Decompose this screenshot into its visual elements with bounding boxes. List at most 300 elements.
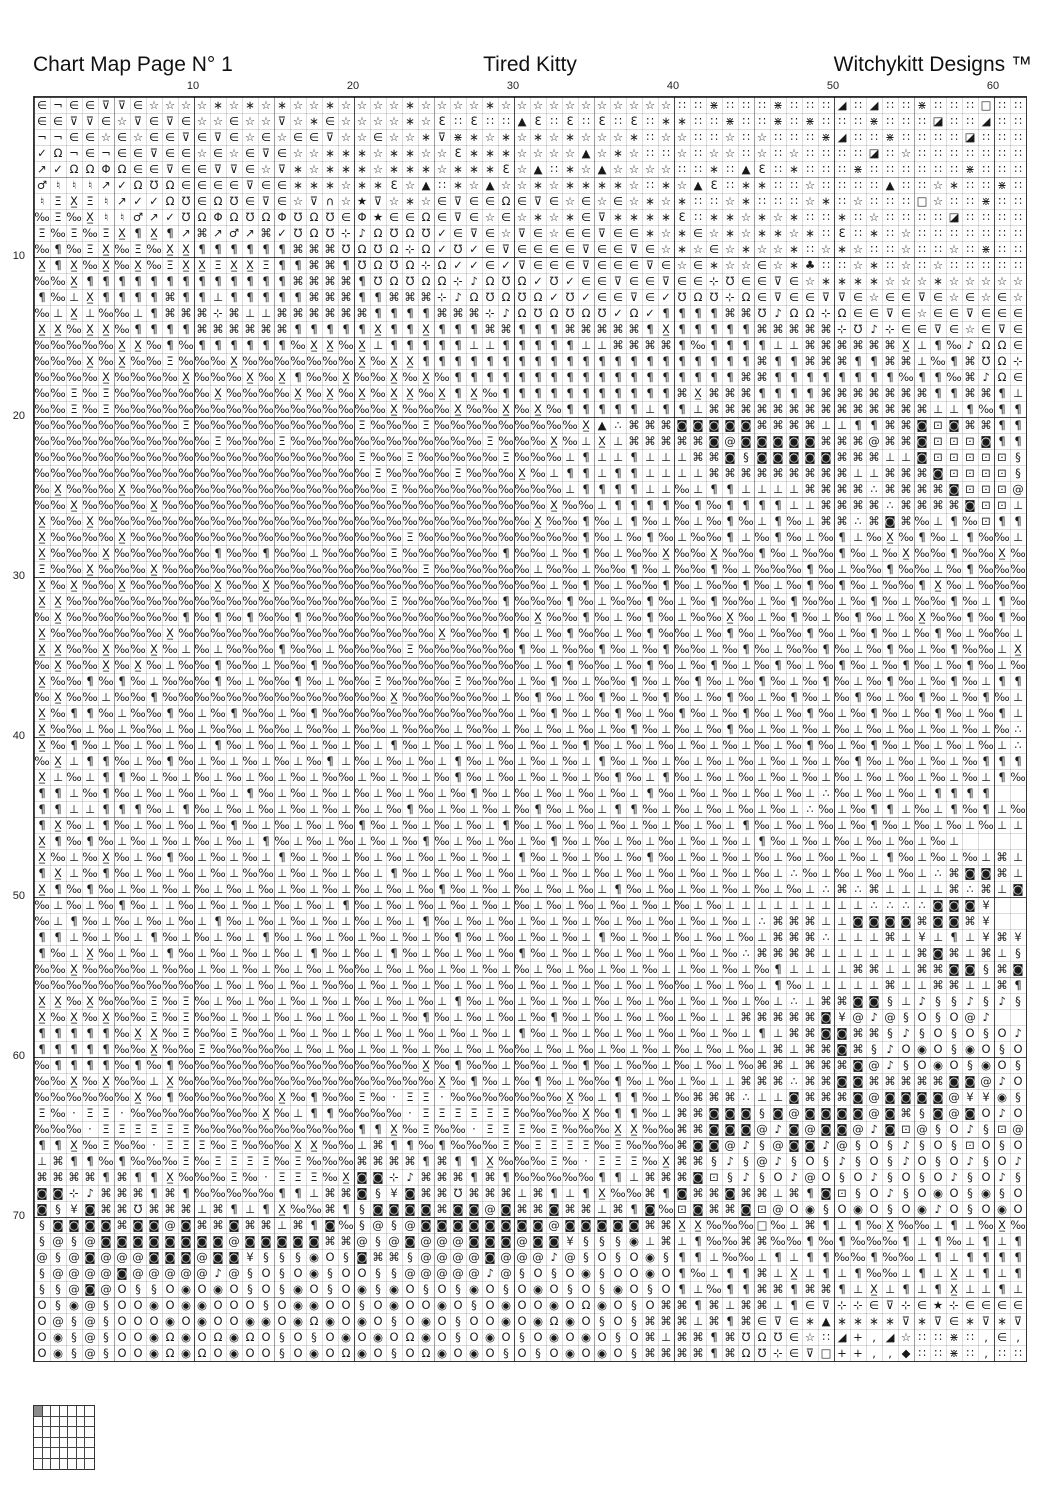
chart-cell: ¶ bbox=[630, 466, 638, 480]
chart-cell: ‰ bbox=[418, 690, 434, 704]
chart-cell: X̲ bbox=[550, 434, 558, 448]
chart-cell: ‰ bbox=[706, 610, 722, 624]
chart-cell: ☆ bbox=[596, 98, 608, 112]
chart-cell: ¶ bbox=[710, 338, 718, 352]
chart-cell: X̲ bbox=[102, 258, 110, 272]
chart-cell: ¶ bbox=[758, 386, 766, 400]
chart-cell: ‰ bbox=[658, 594, 674, 608]
chart-cell: ◙ bbox=[452, 1218, 464, 1232]
chart-cell: ⊥ bbox=[244, 914, 256, 928]
chart-cell: ‰ bbox=[498, 514, 514, 528]
chart-cell: ‰ bbox=[130, 514, 146, 528]
chart-cell: ‰ bbox=[274, 690, 290, 704]
chart-cell: Ξ bbox=[182, 1138, 190, 1152]
chart-cell: @ bbox=[356, 1234, 368, 1248]
chart-cell: ‰ bbox=[706, 802, 722, 816]
chart-cell: ¶ bbox=[1014, 754, 1022, 768]
chart-cell: ✓ bbox=[277, 226, 287, 240]
chart-cell: ‰ bbox=[386, 962, 402, 976]
chart-cell: ‰ bbox=[290, 786, 306, 800]
chart-cell: ‰ bbox=[930, 610, 946, 624]
chart-cell: ‰ bbox=[626, 546, 642, 560]
chart-cell: ∷ bbox=[806, 162, 814, 176]
chart-cell: O bbox=[613, 1314, 623, 1328]
chart-cell: ∷ bbox=[758, 114, 766, 128]
chart-cell: ¶ bbox=[54, 1026, 62, 1040]
chart-cell: ⊥ bbox=[564, 1186, 576, 1200]
chart-cell: ⊥ bbox=[564, 802, 576, 816]
chart-cell: O bbox=[981, 1138, 991, 1152]
chart-cell: ⊥ bbox=[516, 754, 528, 768]
chart-cell: ∷ bbox=[998, 258, 1006, 272]
chart-cell: O bbox=[245, 1298, 255, 1312]
chart-cell: ⊥ bbox=[660, 1106, 672, 1120]
chart-cell: @ bbox=[1012, 482, 1024, 496]
chart-cell: Ɛ bbox=[502, 162, 510, 176]
chart-cell: ⊹ bbox=[885, 322, 895, 336]
chart-cell: Ξ bbox=[390, 546, 398, 560]
chart-cell: ◉ bbox=[980, 1186, 992, 1200]
chart-cell: ⊥ bbox=[388, 930, 400, 944]
chart-cell: ⌘ bbox=[84, 1170, 96, 1184]
chart-cell: ⊥ bbox=[356, 1042, 368, 1056]
chart-cell: Ξ bbox=[86, 194, 94, 208]
chart-cell: ¶ bbox=[966, 530, 974, 544]
chart-cell: ◙ bbox=[628, 1218, 640, 1232]
chart-cell: ⊥ bbox=[548, 850, 560, 864]
chart-cell: Ω bbox=[405, 258, 415, 272]
chart-cell: ⊥ bbox=[884, 450, 896, 464]
chart-cell: ¶ bbox=[646, 786, 654, 800]
chart-cell: ‰ bbox=[34, 658, 50, 672]
chart-cell: ⊡ bbox=[981, 482, 991, 496]
chart-cell: ⌘ bbox=[676, 1170, 688, 1184]
chart-cell: § bbox=[615, 1330, 621, 1344]
chart-cell: Ξ bbox=[454, 674, 462, 688]
chart-cell: X̲ bbox=[422, 322, 430, 336]
chart-cell: X̲ bbox=[694, 386, 702, 400]
chart-cell: ⊥ bbox=[340, 802, 352, 816]
chart-cell: ◙ bbox=[964, 1106, 976, 1120]
chart-cell: ℧ bbox=[709, 290, 719, 304]
chart-cell: § bbox=[263, 1298, 269, 1312]
chart-cell: ‰ bbox=[930, 850, 946, 864]
chart-cell: ⊥ bbox=[644, 994, 656, 1008]
chart-cell: ¶ bbox=[646, 594, 654, 608]
chart-cell: ‰ bbox=[258, 786, 274, 800]
chart-cell: ‰ bbox=[306, 354, 322, 368]
chart-cell: ‰ bbox=[514, 882, 530, 896]
chart-cell: ⊥ bbox=[596, 1090, 608, 1104]
chart-cell: ‰ bbox=[386, 642, 402, 656]
chart-cell: ⊥ bbox=[852, 946, 864, 960]
chart-cell: ⌘ bbox=[836, 498, 848, 512]
chart-cell: ‰ bbox=[50, 290, 66, 304]
chart-cell: ‰ bbox=[930, 354, 946, 368]
chart-cell: ‰ bbox=[274, 1138, 290, 1152]
chart-cell: ¶ bbox=[854, 354, 862, 368]
chart-cell: ‰ bbox=[322, 1122, 338, 1136]
chart-cell: ∷ bbox=[950, 146, 958, 160]
chart-cell: ‰ bbox=[818, 562, 834, 576]
chart-cell: ‰ bbox=[562, 1154, 578, 1168]
chart-cell: § bbox=[375, 1186, 381, 1200]
chart-cell: ‰ bbox=[466, 498, 482, 512]
chart-cell: ‰ bbox=[546, 1106, 562, 1120]
chart-cell: ∷ bbox=[774, 178, 782, 192]
chart-cell: ⌘ bbox=[388, 290, 400, 304]
chart-cell: ¶ bbox=[38, 930, 46, 944]
chart-cell: X̲ bbox=[118, 482, 126, 496]
chart-cell: ⊥ bbox=[708, 642, 720, 656]
chart-row bbox=[34, 1089, 1026, 1105]
chart-cell: ‰ bbox=[466, 834, 482, 848]
chart-cell: ¶ bbox=[118, 898, 126, 912]
chart-cell: ⌘ bbox=[804, 946, 816, 960]
chart-cell: ‰ bbox=[530, 1010, 546, 1024]
chart-cell: ⌘ bbox=[900, 402, 912, 416]
chart-cell: ‰ bbox=[146, 434, 162, 448]
chart-cell: ⊥ bbox=[212, 642, 224, 656]
chart-cell: ‰ bbox=[658, 850, 674, 864]
chart-cell: ¶ bbox=[614, 802, 622, 816]
chart-cell: ◙ bbox=[372, 1202, 384, 1216]
pattern-title: Tired Kitty bbox=[483, 53, 577, 76]
chart-cell: ⌘ bbox=[836, 434, 848, 448]
chart-cell: ‰ bbox=[34, 338, 50, 352]
chart-cell: ∈ bbox=[996, 306, 1008, 320]
chart-cell: ‰ bbox=[290, 658, 306, 672]
chart-cell: ∷ bbox=[982, 258, 990, 272]
chart-cell: ¶ bbox=[774, 962, 782, 976]
chart-cell: ‰ bbox=[290, 514, 306, 528]
chart-cell: X̲ bbox=[38, 882, 46, 896]
chart-cell: ⊥ bbox=[532, 1042, 544, 1056]
chart-cell: X̲ bbox=[38, 594, 46, 608]
chart-cell: ‰ bbox=[578, 1122, 594, 1136]
chart-cell: ⊥ bbox=[84, 818, 96, 832]
chart-cell: § bbox=[919, 1106, 925, 1120]
chart-cell: @ bbox=[500, 1250, 512, 1264]
chart-cell: ‰ bbox=[802, 546, 818, 560]
chart-cell: O bbox=[485, 1282, 495, 1296]
chart-cell: ⌘ bbox=[468, 306, 480, 320]
chart-cell: @ bbox=[84, 1346, 96, 1360]
chart-cell: Ω bbox=[517, 306, 527, 320]
chart-cell: ☆ bbox=[116, 114, 128, 128]
chart-cell: ‰ bbox=[498, 466, 514, 480]
chart-cell: ‰ bbox=[114, 242, 130, 256]
chart-cell: ∗ bbox=[709, 210, 719, 224]
chart-cell: Ξ bbox=[166, 354, 174, 368]
chart-cell: ‰ bbox=[530, 994, 546, 1008]
chart-cell: ¶ bbox=[310, 1218, 318, 1232]
chart-cell: Ξ bbox=[438, 1106, 446, 1120]
chart-cell: ¶ bbox=[662, 770, 670, 784]
chart-cell: ¶ bbox=[358, 1122, 366, 1136]
chart-cell: ‰ bbox=[114, 978, 130, 992]
chart-cell: ⌘ bbox=[724, 466, 736, 480]
chart-cell: ‰ bbox=[194, 434, 210, 448]
chart-cell: ◙ bbox=[884, 914, 896, 928]
chart-cell: ‰ bbox=[370, 818, 386, 832]
chart-cell: ◙ bbox=[404, 1186, 416, 1200]
chart-cell: ‰ bbox=[594, 1122, 610, 1136]
chart-cell: ⌘ bbox=[676, 1298, 688, 1312]
chart-cell: ‰ bbox=[450, 498, 466, 512]
chart-cell: ⊥ bbox=[740, 994, 752, 1008]
chart-cell: X̲ bbox=[390, 690, 398, 704]
chart-cell: ‰ bbox=[130, 834, 146, 848]
chart-cell: ‰ bbox=[258, 610, 274, 624]
chart-cell: @ bbox=[436, 1250, 448, 1264]
chart-cell: O bbox=[869, 1154, 879, 1168]
chart-cell: Ξ bbox=[150, 1010, 158, 1024]
chart-cell: ‰ bbox=[146, 802, 162, 816]
chart-cell: ⊥ bbox=[52, 898, 64, 912]
chart-cell: ∈ bbox=[84, 146, 96, 160]
chart-cell: ‰ bbox=[290, 978, 306, 992]
chart-cell: ‰ bbox=[322, 626, 338, 640]
chart-cell: ∴ bbox=[758, 914, 766, 928]
chart-cell: O bbox=[117, 1298, 127, 1312]
chart-cell: ∷ bbox=[870, 194, 878, 208]
chart-cell: ‰ bbox=[562, 930, 578, 944]
chart-cell: ‰ bbox=[338, 1138, 354, 1152]
chart-cell: ‰ bbox=[274, 946, 290, 960]
chart-cell: ⊥ bbox=[612, 738, 624, 752]
chart-cell: ‰ bbox=[354, 610, 370, 624]
chart-cell: ‰ bbox=[530, 642, 546, 656]
chart-cell: ‰ bbox=[370, 546, 386, 560]
chart-cell: ∷ bbox=[1014, 98, 1022, 112]
chart-cell: ∗ bbox=[677, 194, 687, 208]
chart-cell: ⌘ bbox=[708, 402, 720, 416]
chart-cell: § bbox=[599, 1282, 605, 1296]
chart-row bbox=[34, 977, 1026, 993]
chart-cell: ⊥ bbox=[484, 930, 496, 944]
chart-cell: ▲ bbox=[597, 418, 607, 432]
chart-cell: ∷ bbox=[934, 1346, 942, 1360]
chart-cell: ⊥ bbox=[372, 866, 384, 880]
chart-cell: ‰ bbox=[322, 594, 338, 608]
chart-cell: ☆ bbox=[628, 162, 640, 176]
chart-cell: ℧ bbox=[405, 274, 415, 288]
chart-cell: ‚ bbox=[872, 1330, 876, 1344]
chart-cell: ⊥ bbox=[884, 946, 896, 960]
chart-cell: ¶ bbox=[38, 802, 46, 816]
chart-cell: Ω bbox=[165, 178, 175, 192]
chart-cell: ¶ bbox=[822, 1266, 830, 1280]
chart-cell: ◢ bbox=[837, 98, 847, 112]
chart-row bbox=[34, 305, 1026, 321]
chart-cell: ‰ bbox=[594, 674, 610, 688]
chart-cell: X̲ bbox=[86, 354, 94, 368]
chart-cell: ⊥ bbox=[660, 482, 672, 496]
chart-cell: X̲ bbox=[950, 1282, 958, 1296]
chart-cell: ⌘ bbox=[804, 482, 816, 496]
chart-cell: ‰ bbox=[98, 626, 114, 640]
chart-cell: ℧ bbox=[341, 242, 351, 256]
chart-cell: ‰ bbox=[818, 802, 834, 816]
chart-cell: ⊥ bbox=[132, 930, 144, 944]
chart-cell: X̲ bbox=[70, 1138, 78, 1152]
chart-cell: ∗ bbox=[725, 210, 735, 224]
chart-cell: ‰ bbox=[658, 706, 674, 720]
chart-cell: ‰ bbox=[82, 402, 98, 416]
chart-cell: ℧ bbox=[565, 290, 575, 304]
chart-cell: ‰ bbox=[578, 642, 594, 656]
chart-cell: X̲ bbox=[214, 386, 222, 400]
chart-cell: ‰ bbox=[546, 1090, 562, 1104]
chart-cell: ⊥ bbox=[372, 738, 384, 752]
chart-cell: ‰ bbox=[338, 402, 354, 416]
chart-cell: ¶ bbox=[726, 482, 734, 496]
chart-cell: Ξ bbox=[390, 594, 398, 608]
chart-cell: ‰ bbox=[546, 1074, 562, 1088]
chart-cell: ⌘ bbox=[820, 994, 832, 1008]
chart-cell: ☆ bbox=[500, 98, 512, 112]
chart-cell: ‰ bbox=[178, 354, 194, 368]
chart-cell: X̲ bbox=[134, 338, 142, 352]
chart-cell: Ω bbox=[421, 210, 431, 224]
chart-cell: ⊥ bbox=[788, 722, 800, 736]
chart-cell: ◙ bbox=[916, 1090, 928, 1104]
chart-cell: ◙ bbox=[916, 434, 928, 448]
chart-cell: ‰ bbox=[466, 978, 482, 992]
chart-cell: ‰ bbox=[770, 770, 786, 784]
chart-cell: ¶ bbox=[662, 642, 670, 656]
chart-cell: ∈ bbox=[228, 114, 240, 128]
chart-cell: § bbox=[279, 1250, 285, 1264]
chart-cell: ¶ bbox=[342, 1202, 350, 1216]
chart-cell: ‰ bbox=[178, 674, 194, 688]
chart-cell: ¶ bbox=[726, 514, 734, 528]
chart-cell: ‰ bbox=[850, 1234, 866, 1248]
chart-cell: ⊥ bbox=[196, 850, 208, 864]
chart-cell: ‰ bbox=[386, 562, 402, 576]
chart-cell: ⊥ bbox=[804, 850, 816, 864]
chart-cell: ¶ bbox=[774, 658, 782, 672]
chart-cell: ◙ bbox=[212, 1234, 224, 1248]
chart-cell: § bbox=[279, 1330, 285, 1344]
chart-cell: ‰ bbox=[978, 626, 994, 640]
chart-cell: ¶ bbox=[294, 290, 302, 304]
chart-cell: ‰ bbox=[34, 370, 50, 384]
chart-cell: ☆ bbox=[596, 130, 608, 144]
chart-cell: ¶ bbox=[614, 498, 622, 512]
chart-cell: ‰ bbox=[226, 1042, 242, 1056]
chart-cell: ∈ bbox=[788, 274, 800, 288]
chart-cell: ⌘ bbox=[932, 498, 944, 512]
chart-cell: ‰ bbox=[178, 482, 194, 496]
chart-cell: ⌘ bbox=[884, 402, 896, 416]
chart-cell: ⊥ bbox=[340, 754, 352, 768]
chart-cell: ⊥ bbox=[612, 866, 624, 880]
chart-cell: ‰ bbox=[210, 402, 226, 416]
chart-cell: ∈ bbox=[612, 290, 624, 304]
chart-cell: ‰ bbox=[226, 386, 242, 400]
chart-cell: ¶ bbox=[662, 370, 670, 384]
chart-cell: ∗ bbox=[309, 114, 319, 128]
chart-cell: ‰ bbox=[930, 674, 946, 688]
chart-row bbox=[34, 289, 1026, 305]
chart-cell: ⌘ bbox=[292, 1218, 304, 1232]
chart-cell: ‰ bbox=[290, 882, 306, 896]
chart-cell: ‰ bbox=[738, 978, 754, 992]
chart-row bbox=[34, 1057, 1026, 1073]
chart-cell: ‰ bbox=[962, 642, 978, 656]
chart-cell: § bbox=[599, 1314, 605, 1328]
chart-cell: ⊥ bbox=[132, 738, 144, 752]
chart-cell: ‰ bbox=[562, 562, 578, 576]
chart-cell: ⌘ bbox=[868, 338, 880, 352]
chart-cell: ‰ bbox=[98, 978, 114, 992]
chart-cell: ¶ bbox=[438, 354, 446, 368]
chart-cell: X̲ bbox=[998, 1218, 1006, 1232]
chart-cell: ‰ bbox=[274, 594, 290, 608]
chart-cell: ⊥ bbox=[372, 786, 384, 800]
chart-cell: ⊥ bbox=[964, 578, 976, 592]
chart-cell: ‰ bbox=[418, 578, 434, 592]
chart-cell: ¶ bbox=[566, 338, 574, 352]
chart-cell: ⊥ bbox=[516, 930, 528, 944]
chart-cell: ‰ bbox=[434, 690, 450, 704]
chart-cell: ⊥ bbox=[900, 594, 912, 608]
chart-cell: ‰ bbox=[370, 1090, 386, 1104]
chart-cell: ‰ bbox=[162, 1010, 178, 1024]
row-label: 60 bbox=[12, 1050, 25, 1062]
chart-cell: X̲ bbox=[38, 530, 46, 544]
chart-cell: ⊥ bbox=[340, 914, 352, 928]
chart-cell: ‰ bbox=[770, 802, 786, 816]
chart-cell: ⊥ bbox=[612, 834, 624, 848]
chart-cell: ‰ bbox=[146, 530, 162, 544]
chart-cell: O bbox=[853, 1170, 863, 1184]
chart-cell: ∈ bbox=[1012, 306, 1024, 320]
chart-cell: ¶ bbox=[374, 290, 382, 304]
chart-cell: ‰ bbox=[802, 834, 818, 848]
chart-cell: ⋇ bbox=[709, 98, 719, 112]
chart-cell: ‰ bbox=[226, 594, 242, 608]
chart-cell: ⊥ bbox=[132, 866, 144, 880]
chart-cell: ◉ bbox=[804, 1202, 816, 1216]
chart-cell: ∈ bbox=[68, 98, 80, 112]
chart-cell: ⌘ bbox=[820, 354, 832, 368]
chart-cell: ‰ bbox=[226, 914, 242, 928]
chart-cell: ¶ bbox=[502, 354, 510, 368]
chart-cell: ⊥ bbox=[852, 1282, 864, 1296]
chart-cell: ‰ bbox=[130, 962, 146, 976]
chart-cell: ℧ bbox=[981, 354, 991, 368]
chart-cell: ⊥ bbox=[84, 770, 96, 784]
chart-cell: ¶ bbox=[470, 322, 478, 336]
chart-cell: ‰ bbox=[114, 738, 130, 752]
chart-cell: ‰ bbox=[498, 610, 514, 624]
chart-cell: ◙ bbox=[788, 1090, 800, 1104]
chart-cell: § bbox=[887, 1138, 893, 1152]
chart-cell: ¶ bbox=[950, 546, 958, 560]
chart-cell: ☆ bbox=[740, 210, 752, 224]
chart-cell: ‰ bbox=[434, 610, 450, 624]
chart-cell: ⊥ bbox=[724, 770, 736, 784]
chart-cell: ∈ bbox=[900, 322, 912, 336]
chart-cell: § bbox=[855, 1138, 861, 1152]
chart-cell: ‰ bbox=[354, 754, 370, 768]
chart-cell: ∈ bbox=[276, 194, 288, 208]
chart-cell: ‰ bbox=[130, 1042, 146, 1056]
chart-cell: ‰ bbox=[178, 434, 194, 448]
